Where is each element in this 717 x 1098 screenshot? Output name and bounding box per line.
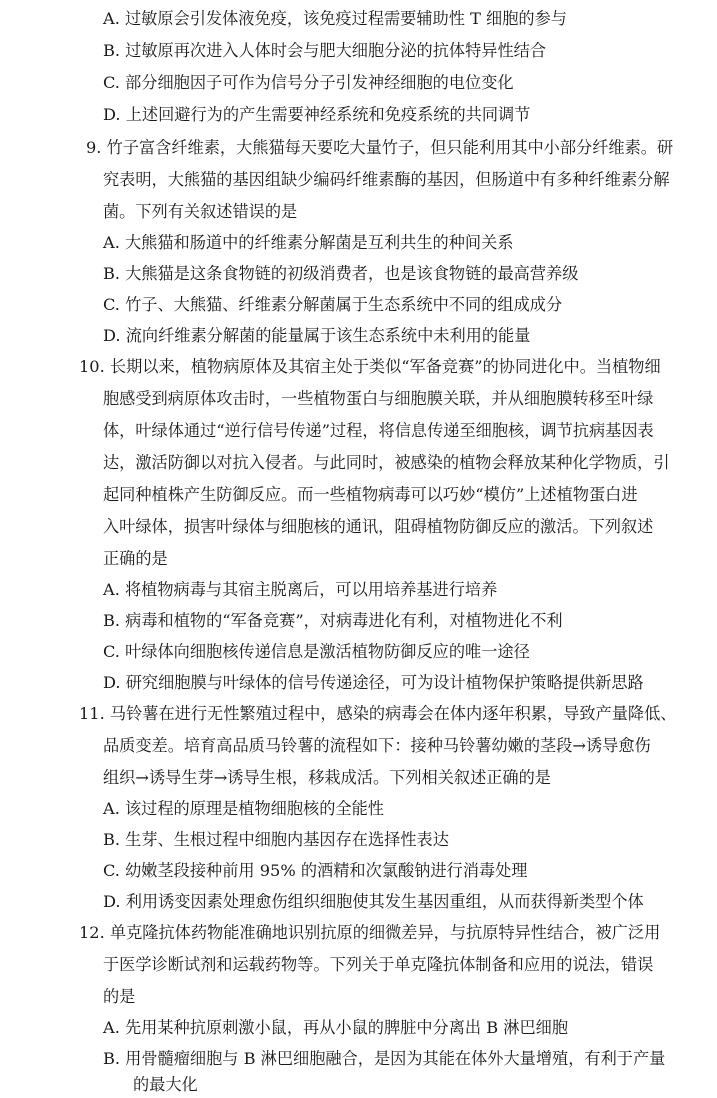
option-d: D. 上述回避行为的产生需要神经系统和免疫系统的共同调节 [103, 105, 531, 124]
option-c: C. 叶绿体向细胞核传递信息是激活植物防御反应的唯一途径 [103, 642, 530, 661]
option-a: A. 大熊猫和肠道中的纤维素分解菌是互利共生的种间关系 [103, 233, 514, 252]
question-stem-line: 的是 [103, 987, 136, 1006]
question-stem-line: 正确的是 [103, 549, 168, 568]
option-b: B. 用骨髓瘤细胞与 B 淋巴细胞融合，是因为其能在体外大量增殖，有利于产量 [103, 1049, 666, 1068]
option-b: B. 大熊猫是这条食物链的初级消费者，也是该食物链的最高营养级 [103, 264, 579, 283]
question-stem-line: 组织→诱导生芽→诱导生根，移栽成活。下列相关叙述正确的是 [103, 768, 551, 787]
option-a: A. 先用某种抗原刺激小鼠，再从小鼠的脾脏中分离出 B 淋巴细胞 [103, 1018, 569, 1037]
question-stem-line: 体，叶绿体通过“逆行信号传递”过程，将信息传递至细胞核，调节抗病基因表 [103, 421, 654, 440]
option-a: A. 过敏原会引发体液免疫，该免疫过程需要辅助性 T 细胞的参与 [103, 9, 567, 28]
question-stem-line: 品质变差。培育高品质马铃薯的流程如下：接种马铃薯幼嫩的茎段→诱导愈伤 [103, 736, 651, 755]
option-d: D. 研究细胞膜与叶绿体的信号传递途径，可为设计植物保护策略提供新思路 [103, 673, 644, 692]
question-stem-line: 究表明，大熊猫的基因组缺少编码纤维素酶的基因，但肠道中有多种纤维素分解 [103, 170, 670, 189]
question-stem-line: 菌。下列有关叙述错误的是 [103, 202, 298, 221]
option-d: D. 流向纤维素分解菌的能量属于该生态系统中未利用的能量 [103, 326, 531, 345]
question-stem-line: 达，激活防御以对抗入侵者。与此同时，被感染的植物会释放某种化学物质，引 [103, 453, 670, 472]
question-stem-line: 12. 单克隆抗体药物能准确地识别抗原的细微差异，与抗原特异性结合，被广泛用 [79, 923, 661, 942]
option-b: B. 过敏原再次进入人体时会与肥大细胞分泌的抗体特异性结合 [103, 41, 547, 60]
question-stem-line: 起同种植株产生防御反应。而一些植物病毒可以巧妙“模仿”上述植物蛋白进 [103, 485, 638, 504]
question-stem-line: 入叶绿体，损害叶绿体与细胞核的通讯，阻碍植物防御反应的激活。下列叙述 [103, 517, 654, 536]
option-a: A. 该过程的原理是植物细胞核的全能性 [103, 799, 384, 818]
option-b: B. 病毒和植物的“军备竞赛”，对病毒进化有利，对植物进化不利 [103, 611, 563, 630]
question-stem-line: 于医学诊断试剂和运载药物等。下列关于单克隆抗体制备和应用的说法，错误 [103, 955, 654, 974]
option-c: C. 竹子、大熊猫、纤维素分解菌属于生态系统中不同的组成成分 [103, 295, 563, 314]
question-stem-line: 10. 长期以来，植物病原体及其宿主处于类似“军备竞赛”的协同进化中。当植物细 [79, 357, 661, 376]
option-b: B. 生芽、生根过程中细胞内基因存在选择性表达 [103, 830, 449, 849]
question-stem-line: 胞感受到病原体攻击时，一些植物蛋白与细胞膜关联，并从细胞膜转移至叶绿 [103, 389, 654, 408]
option-d: D. 利用诱变因素处理愈伤组织细胞使其发生基因重组，从而获得新类型个体 [103, 892, 644, 911]
question-stem-line: 9. 竹子富含纤维素，大熊猫每天要吃大量竹子，但只能利用其中小部分纤维素。研 [86, 138, 674, 157]
option-b-continuation: 的最大化 [133, 1075, 198, 1094]
question-stem-line: 11. 马铃薯在进行无性繁殖过程中，感染的病毒会在体内逐年积累，导致产量降低、 [79, 704, 677, 723]
option-c: C. 幼嫩茎段接种前用 95% 的酒精和次氯酸钠进行消毒处理 [103, 861, 528, 880]
option-a: A. 将植物病毒与其宿主脱离后，可以用培养基进行培养 [103, 580, 498, 599]
option-c: C. 部分细胞因子可作为信号分子引发神经细胞的电位变化 [103, 73, 514, 92]
